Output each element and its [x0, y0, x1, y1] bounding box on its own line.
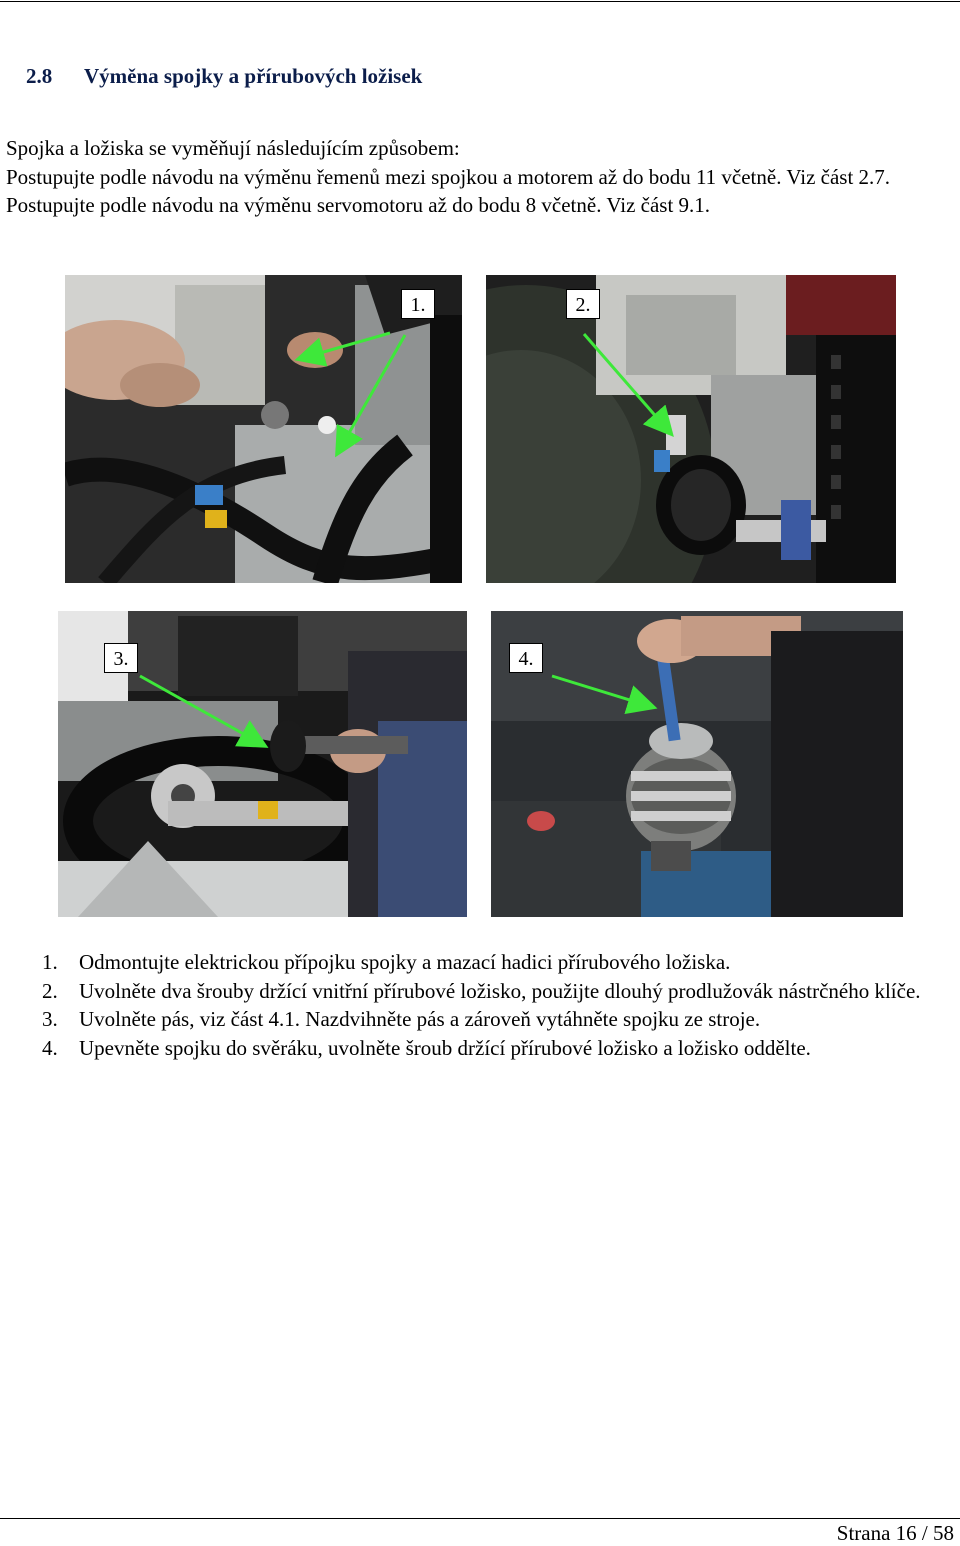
- step-number: 1.: [42, 950, 58, 974]
- top-rule: [0, 1, 960, 2]
- step-item: [42, 1005, 947, 1034]
- photo-4-image: [491, 611, 903, 917]
- photo-3-clutch-extraction: [58, 611, 467, 917]
- step-text: Uvolněte pás, viz část 4.1. Nazdvihněte pás a zároveň vytáhněte spojku ze stroje.: [79, 1007, 761, 1031]
- steps-list: [42, 948, 947, 1062]
- step-number: 3.: [42, 1007, 58, 1031]
- photo-1-label: 1.: [401, 289, 435, 319]
- step-number: 4.: [42, 1035, 58, 1060]
- section-heading: [26, 64, 422, 89]
- photo-1-connector-removal: [65, 275, 462, 583]
- section-number: 2.8: [26, 64, 53, 88]
- footer-rule: [0, 1518, 960, 1519]
- photo-4-label: 4.: [509, 643, 543, 673]
- photo-2-image: [486, 275, 896, 583]
- intro-text: [6, 134, 956, 220]
- intro-line-2: Postupujte podle návodu na výměnu řemenů mezi spojkou a motorem až do bodu 11 včetně. Viz část 2.7.: [6, 164, 891, 189]
- intro-line-3: Postupujte podle návodu na výměnu servomotoru až do bodu 8 včetně. Viz část 9.1.: [6, 193, 711, 217]
- photo-3-label: 3.: [104, 643, 138, 673]
- step-item: [42, 948, 947, 977]
- step-text: Uvolněte dva šrouby držící vnitřní přírubové ložisko, použijte dlouhý prodlužovák nástrčného klíče.: [79, 978, 921, 1003]
- step-text: Odmontujte elektrickou přípojku spojky a mazací hadici přírubového ložiska.: [79, 950, 731, 974]
- step-number: 2.: [42, 978, 58, 1003]
- photo-2-bearing-bolts: [486, 275, 896, 583]
- intro-line-1: Spojka a ložiska se vyměňují následujícím způsobem:: [6, 136, 460, 160]
- step-item: [42, 1034, 947, 1063]
- photo-1-image: [65, 275, 462, 583]
- section-title: Výměna spojky a přírubových ložisek: [84, 64, 423, 88]
- step-text: Upevněte spojku do svěráku, uvolněte šroub držící přírubové ložisko a ložisko oddělte.: [79, 1035, 811, 1060]
- photo-4-bearing-separation: [491, 611, 903, 917]
- page-number: Strana 16 / 58: [836, 1521, 954, 1545]
- step-item: [42, 977, 947, 1006]
- photo-2-label: 2.: [566, 289, 600, 319]
